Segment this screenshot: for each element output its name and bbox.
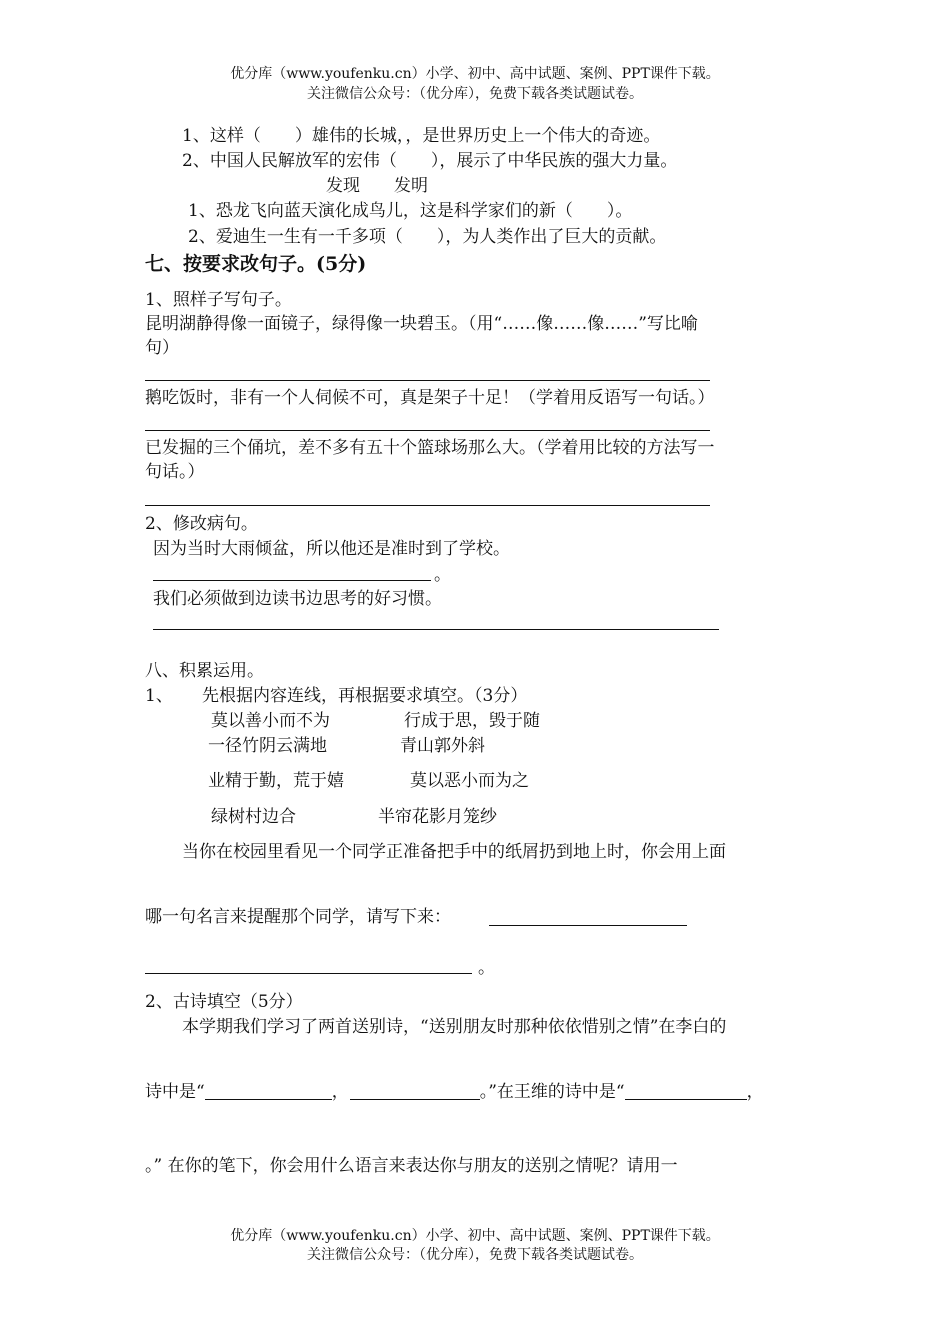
- sentence-3-line-1: 已发掘的三个俑坑，差不多有五十个篮球场那么大。（学着用比较的方法写一: [145, 438, 715, 458]
- answer-line-2[interactable]: [145, 430, 710, 431]
- proverb-answer-period: 。: [478, 958, 495, 978]
- proverb-prompt-line-2: 哪一句名言来提醒那个同学，请写下来：: [145, 907, 451, 927]
- fill-word-question-3: 1、恐龙飞向蓝天演化成鸟儿，这是科学家们的新（ ）。: [188, 201, 633, 221]
- fill-word-question-4: 2、爱迪生一生有一千多项（ ），为人类作出了巨大的贡献。: [188, 227, 667, 247]
- word-choices: 发现 发明: [326, 176, 428, 196]
- match-left-4[interactable]: 绿树村边合: [211, 807, 296, 827]
- match-right-2[interactable]: 青山郭外斜: [400, 736, 485, 756]
- fill-word-question-1: 1、这样（ ）雄伟的长城，，是世界历史上一个伟大的奇迹。: [182, 126, 661, 146]
- proverb-answer-line-2[interactable]: [145, 973, 472, 974]
- poem-prompt-line-2: [145, 1081, 764, 1103]
- section-7-title: 七、按要求改句子。(5分): [145, 253, 367, 275]
- section-7-part-2-title: 2、修改病句。: [145, 514, 258, 534]
- sentence-1-line-1: 昆明湖静得像一面镜子，绿得像一块碧玉。（用“……像……像……”写比喻: [145, 314, 698, 334]
- answer-line-5[interactable]: [153, 629, 719, 630]
- proverb-prompt-line-1: 当你在校园里看见一个同学正准备把手中的纸屑扔到地上时，你会用上面: [182, 842, 726, 862]
- section-8-title: 八、积累运用。: [145, 661, 264, 681]
- proverb-answer-line-1[interactable]: [489, 925, 687, 926]
- section-7-part-1-title: 1、照样子写句子。: [145, 290, 292, 310]
- sentence-2: 鹅吃饭时，非有一个人伺候不可，真是架子十足！（学着用反语写一句话。）: [145, 388, 715, 408]
- fill-word-question-2: 2、中国人民解放军的宏伟（ ），展示了中华民族的强大力量。: [182, 151, 678, 171]
- match-left-1[interactable]: 莫以善小而不为: [211, 711, 330, 731]
- match-left-2[interactable]: 一径竹阴云满地: [208, 736, 327, 756]
- wang-wei-blank-1[interactable]: [625, 1081, 747, 1100]
- section-8-q1-instruction: 先根据内容连线，再根据要求填空。（3分）: [202, 686, 528, 706]
- match-right-4[interactable]: 半帘花影月笼纱: [378, 807, 497, 827]
- sentence-3-line-2: 句话。）: [145, 462, 205, 482]
- faulty-sentence-2: 我们必须做到边读书边思考的好习惯。: [153, 589, 442, 609]
- li-bai-blank-2[interactable]: [350, 1081, 480, 1100]
- poem-text-a: 诗中是“: [145, 1082, 205, 1102]
- match-left-3[interactable]: 业精于勤，荒于嬉: [208, 771, 344, 791]
- li-bai-blank-1[interactable]: [205, 1081, 332, 1100]
- poem-text-b: ，: [331, 1082, 349, 1102]
- answer-line-4[interactable]: [153, 580, 431, 581]
- page-header-line-2: 关注微信公众号：（优分库），免费下载各类试题试卷。: [307, 86, 643, 102]
- poem-prompt-line-3: 。” 在你的笔下，你会用什么语言来表达你与朋友的送别之情呢？请用一: [145, 1156, 678, 1176]
- poem-question-title: 2、古诗填空（5分）: [145, 992, 303, 1012]
- faulty-sentence-1: 因为当时大雨倾盆，所以他还是准时到了学校。: [153, 539, 510, 559]
- page-footer-line-2: 关注微信公众号：（优分库），免费下载各类试题试卷。: [307, 1247, 643, 1263]
- match-right-3[interactable]: 莫以恶小而为之: [410, 771, 529, 791]
- poem-prompt-line-1: 本学期我们学习了两首送别诗，“送别朋友时那种依依惜别之情”在李白的: [182, 1017, 727, 1037]
- poem-text-d: ，: [746, 1082, 764, 1102]
- poem-text-c: 。”在王维的诗中是“: [479, 1082, 625, 1102]
- page-header-line-1: 优分库（www.youfenku.cn）小学、初中、高中试题、案例、PPT课件下载。: [230, 66, 720, 82]
- answer-line-3[interactable]: [145, 505, 710, 506]
- answer-line-1[interactable]: [145, 380, 710, 381]
- match-right-1[interactable]: 行成于思，毁于随: [404, 711, 540, 731]
- sentence-1-line-2: 句）: [145, 338, 179, 358]
- page-footer-line-1: 优分库（www.youfenku.cn）小学、初中、高中试题、案例、PPT课件下载。: [230, 1228, 720, 1244]
- faulty-sentence-1-period: 。: [434, 565, 451, 585]
- section-8-q1-number: 1、: [145, 686, 173, 706]
